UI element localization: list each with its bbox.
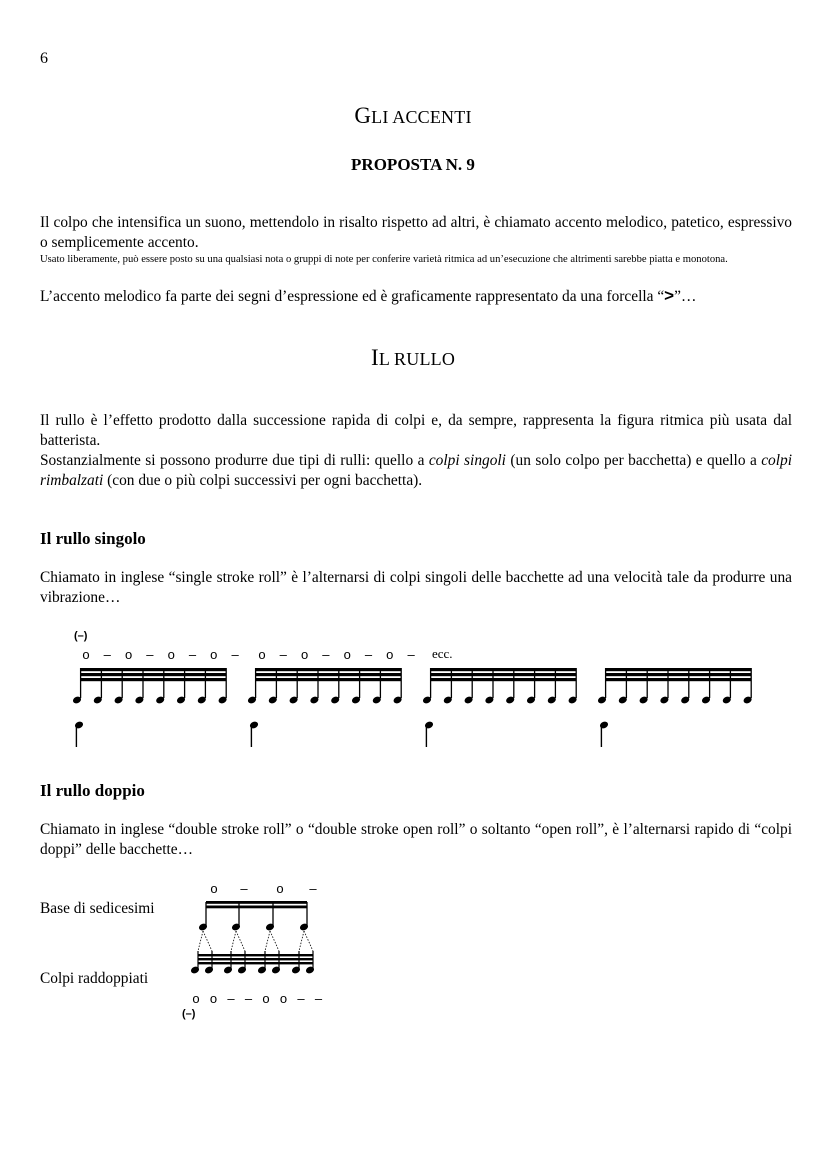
accent-text-before: L’accento melodico fa parte dei segni d’espressione ed è graficamente rappresentato da una forcella “ xyxy=(40,288,665,305)
left-hand-symbol: – xyxy=(231,647,239,662)
beam xyxy=(606,678,752,681)
beam xyxy=(198,954,313,956)
note-group xyxy=(72,668,228,705)
note-group xyxy=(247,668,403,705)
guide-line xyxy=(198,931,203,951)
sixteenth-note-groups xyxy=(72,668,753,705)
beam xyxy=(206,901,307,904)
left-hand-symbol: – xyxy=(314,991,323,1006)
left-hand-symbol: – xyxy=(297,991,305,1006)
heading-rullo-doppio: Il rullo doppio xyxy=(40,781,145,800)
title-initial: I xyxy=(370,345,379,370)
note-head xyxy=(291,965,301,974)
right-hand-symbol: o xyxy=(300,647,309,662)
right-hand-symbol: o xyxy=(276,881,284,896)
base-sixteenths xyxy=(198,901,309,932)
text-run: (con due o più colpi successivi per ogni bacchetta). xyxy=(103,472,423,489)
title-rest: LI ACCENTI xyxy=(371,107,472,127)
title-rest: RULLO xyxy=(394,349,456,369)
italic-term: colpi singoli xyxy=(428,452,506,469)
guide-line xyxy=(265,931,270,951)
text-run: Sostanzialmente si possono produrre due tipi di rulli: quello a xyxy=(40,452,429,469)
left-hand-symbol: – xyxy=(364,647,373,662)
quarter-notes xyxy=(74,720,609,747)
right-hand-symbol: o xyxy=(262,991,270,1006)
left-hand-symbol: – xyxy=(227,991,235,1006)
beam xyxy=(81,668,227,671)
guide-line xyxy=(203,931,212,951)
beam xyxy=(606,668,752,671)
bottom-sticking-row xyxy=(192,991,323,1006)
note-head xyxy=(249,720,259,729)
left-hand-symbol: – xyxy=(309,881,317,896)
top-sticking-row xyxy=(210,881,317,896)
accent-paragraph-3 xyxy=(40,286,792,307)
right-hand-symbol: o xyxy=(258,647,266,662)
label-colpi-raddoppiati: Colpi raddoppiati xyxy=(40,970,149,987)
left-hand-symbol: – xyxy=(103,647,111,662)
guide-line xyxy=(231,931,236,951)
text-run: (un solo colpo per bacchetta) e quello a xyxy=(505,452,762,469)
singolo-paragraph: Chiamato in inglese “single stroke roll” è l’alternarsi di colpi singoli delle bacchette ad una velocità tale da produrre una vibrazione… xyxy=(40,569,792,606)
beam xyxy=(431,673,577,676)
note-group xyxy=(422,668,578,705)
doppio-paragraph: Chiamato in inglese “double stroke roll” o “double stroke open roll” o soltanto “open roll”, è l’alternarsi rapido di “colpi doppi” delle bacchette… xyxy=(40,821,792,858)
beam xyxy=(81,678,227,681)
right-hand-symbol: o xyxy=(386,647,394,662)
guide-line xyxy=(236,931,245,951)
left-hand-symbol: – xyxy=(322,647,330,662)
beam xyxy=(256,678,402,681)
note-head xyxy=(204,965,214,974)
rullo-paragraph-2 xyxy=(40,451,792,491)
proposal-subtitle: PROPOSTA N. 9 xyxy=(351,155,475,174)
section-title-accenti xyxy=(0,103,826,129)
beam xyxy=(431,668,577,671)
note-head xyxy=(424,720,434,729)
accent-paragraph-2: Usato liberamente, può essere posto su una qualsiasi nota o gruppi di note per conferire varietà ritmica ad un’esecuzione che altrimenti sarebbe piatta e monotona. xyxy=(40,254,728,265)
note-head xyxy=(223,965,233,974)
accent-symbol: > xyxy=(664,286,675,305)
left-hand-symbol: – xyxy=(244,991,253,1006)
double-stroke-notation xyxy=(170,875,340,1025)
right-hand-symbol: o xyxy=(343,647,351,662)
beam xyxy=(606,673,752,676)
single-stroke-notation xyxy=(0,620,826,760)
italic-term: colpi rimbalzati xyxy=(40,452,792,489)
note-head xyxy=(599,720,609,729)
right-hand-symbol: o xyxy=(82,647,90,662)
left-hand-symbol: – xyxy=(240,881,248,896)
left-hand-symbol: – xyxy=(146,647,154,662)
right-hand-symbol: o xyxy=(209,991,218,1006)
note-head xyxy=(74,720,84,729)
doubling-guide-lines xyxy=(198,931,313,951)
beam xyxy=(198,962,313,964)
beam xyxy=(206,906,307,909)
left-hand-symbol: – xyxy=(188,647,197,662)
right-hand-symbol: o xyxy=(192,991,200,1006)
accent-text-after: ”… xyxy=(674,288,697,305)
title-initial: G xyxy=(354,103,372,128)
note-head xyxy=(271,965,281,974)
note-head xyxy=(257,965,267,974)
sticking-parenthesis: (–) xyxy=(74,630,88,642)
sticking-parenthesis: (–) xyxy=(182,1008,196,1020)
beam xyxy=(256,673,402,676)
rullo-paragraph-1: Il rullo è l’effetto prodotto dalla successione rapida di colpi e, da sempre, rappresenta la figura ritmica più usata dal batterista. xyxy=(40,412,792,449)
ecc-label: ecc. xyxy=(432,646,453,661)
beam xyxy=(81,673,227,676)
sticking-row xyxy=(82,647,415,662)
note-head xyxy=(237,965,247,974)
guide-line xyxy=(304,931,313,951)
note-group xyxy=(597,668,753,705)
left-hand-symbol: – xyxy=(407,647,415,662)
right-hand-symbol: o xyxy=(124,647,133,662)
left-hand-symbol: – xyxy=(279,647,287,662)
section-title-rullo xyxy=(0,345,826,371)
heading-rullo-singolo: Il rullo singolo xyxy=(40,529,146,548)
beam xyxy=(198,958,313,960)
beam xyxy=(431,678,577,681)
accent-paragraph-1: Il colpo che intensifica un suono, mettendolo in risalto rispetto ad altri, è chiamato accento melodico, patetico, espressivo o semplicemente accento. xyxy=(40,214,792,251)
beam xyxy=(256,668,402,671)
note-head xyxy=(305,965,315,974)
right-hand-symbol: o xyxy=(279,991,288,1006)
page-number: 6 xyxy=(40,50,48,67)
guide-line xyxy=(299,931,304,951)
right-hand-symbol: o xyxy=(210,647,218,662)
right-hand-symbol: o xyxy=(167,647,175,662)
label-base-sedicesimi: Base di sedicesimi xyxy=(40,900,155,917)
right-hand-symbol: o xyxy=(210,881,218,896)
note-head xyxy=(190,965,200,974)
guide-line xyxy=(270,931,279,951)
title-mid: L xyxy=(378,349,395,369)
doubled-thirty-seconds xyxy=(190,951,315,975)
